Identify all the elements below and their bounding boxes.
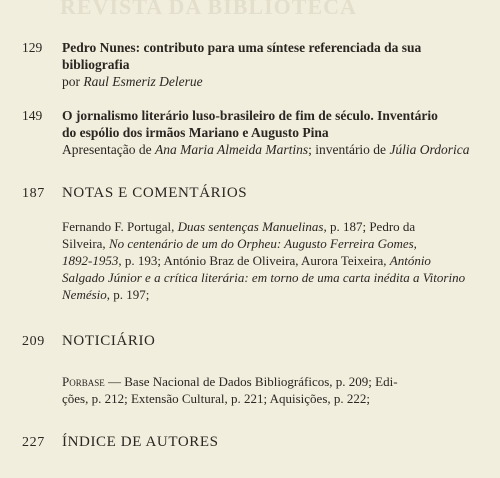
- page-number: 149: [22, 108, 43, 123]
- entry-title-line-2: do espólio dos irmãos Mariano e Augusto Pina: [62, 125, 329, 140]
- entry-title-line-2: bibliografia: [62, 57, 130, 72]
- entry-byline: por Raul Esmeriz Delerue: [62, 74, 203, 89]
- entry-title-line-1: Pedro Nunes: contributo para uma síntese referenciada da sua: [62, 40, 422, 55]
- section-title: NOTAS E COMENTÁRIOS: [62, 185, 248, 201]
- page-number: 129: [22, 40, 43, 55]
- noticiario-line: Porbase — Base Nacional de Dados Bibliográficos, p. 209; Edi-: [62, 374, 398, 389]
- notes-line: Salgado Júnior e a crítica literária: em torno de uma carta inédita a Vitorino: [62, 270, 466, 285]
- page-number: 187: [22, 186, 45, 201]
- section-title: ÍNDICE DE AUTORES: [62, 434, 219, 450]
- noticiario-line: ções, p. 212; Extensão Cultural, p. 221; Aquisições, p. 222;: [62, 391, 370, 406]
- entry-byline: Apresentação de Ana Maria Almeida Martins; inventário de Júlia Ordorica: [62, 142, 470, 157]
- section-title: NOTICIÁRIO: [62, 333, 156, 349]
- notes-line: 1892-1953, p. 193; António Braz de Oliveira, Aurora Teixeira, António: [62, 253, 431, 268]
- notes-line: Fernando F. Portugal, Duas sentenças Manuelinas, p. 187; Pedro da: [62, 219, 416, 234]
- notes-line: Silveira, No centenário de um do Orpheu: Augusto Ferreira Gomes,: [62, 236, 417, 251]
- notes-line: Nemésio, p. 197;: [62, 287, 150, 302]
- page-number: 227: [22, 435, 45, 450]
- entry-title-line-1: O jornalismo literário luso-brasileiro de fim de século. Inventário: [62, 108, 438, 123]
- faded-header-text: REVISTA DA BIBLIOTECA: [60, 0, 357, 19]
- page-number: 209: [22, 334, 45, 349]
